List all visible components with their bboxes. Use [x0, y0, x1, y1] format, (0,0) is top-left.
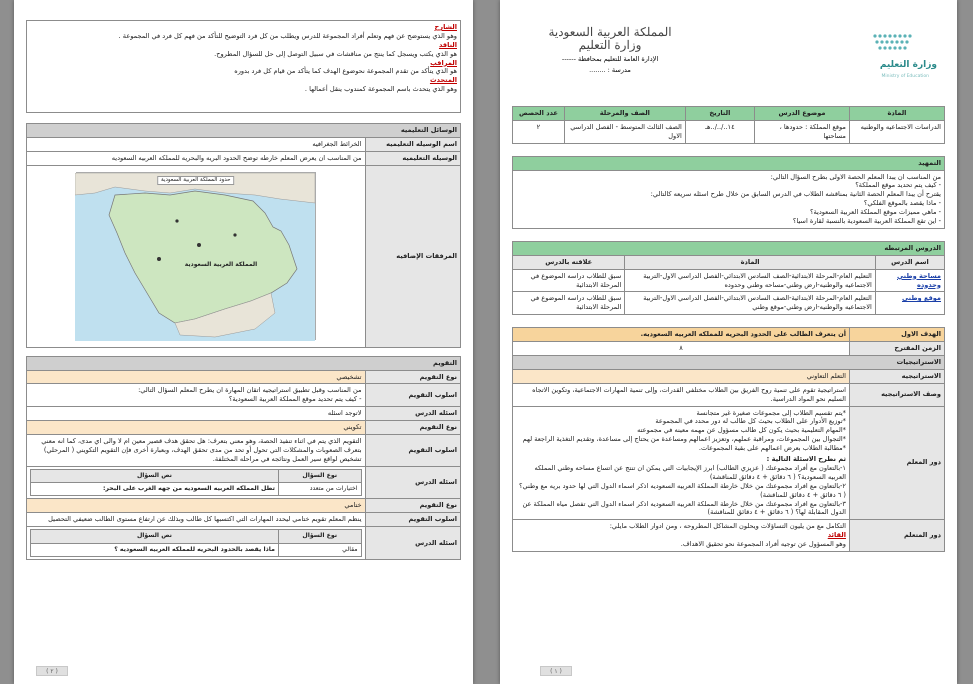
eval-type-label-3: نوع التقويم: [365, 499, 460, 513]
teacher-line-2: *توزيع الأدوار على الطلاب بحيث كل طالب له دور محدد في المجموعة: [655, 417, 846, 426]
teacher-line-3: *المهام التعليمية بحيث يكون كل طالب مسؤول عن مهمه معينه في مجموعته: [637, 426, 846, 435]
form-q-type-head: نوع السؤال: [278, 469, 361, 482]
page-2-content: [26, 20, 461, 560]
role-title-speaker: المتحدث: [429, 76, 457, 85]
ministry-name: وزارة التعليم: [578, 38, 642, 53]
page-number-2: ( ٢ ): [36, 666, 68, 676]
related-relation-2: سبق للطلاب دراسه الموضوع في المرحلة الابتدائية: [513, 292, 625, 315]
related-lessons-table: [512, 241, 945, 315]
final-q-type-head: نوع السؤال: [278, 530, 361, 543]
school-line: مدرسة : ........: [589, 66, 631, 75]
intro-line-2: - كيف يتم تحديد موقع المملكة؟: [855, 181, 941, 190]
eval-type-label-2: نوع التقويم: [365, 421, 460, 435]
form-q-text-head: نص السؤال: [31, 469, 279, 482]
info-grade: الصف الثالث المتوسط - الفصل الدراسي الاول: [564, 120, 685, 143]
document-page-1: [500, 0, 957, 684]
related-lesson-link-2[interactable]: موقع وطني: [901, 294, 941, 303]
role-body-critic: هو الذي يكتب ويسجل كما ينتج من مناقشات في سبيل التوصل إلى حل للسؤال المطروح.: [214, 49, 457, 58]
related-subject-2: التعليم العام-المرحلة الابتدائية-الصف السادس الابتدائي-الفصل الدراسي الاول-التربية الاجتماعيه والوطنيه-ارض وطني-موقع وطني: [625, 292, 876, 315]
saudi-map-image: [76, 172, 316, 340]
eval-style-label-1: اسلوب التقويم: [365, 384, 460, 407]
evaluation-table: [26, 356, 461, 560]
final-q-type: مقالي: [278, 543, 361, 556]
info-head-topic: موضوع الدرس: [754, 107, 849, 121]
table-row: [513, 269, 945, 292]
form-q-text: تطل المملكه العربيه السعوديه من جهه الغرب على البحر:: [31, 483, 279, 496]
role-body-explainer: وهو الذي يستوضح عن فهم وتعلم أفراد المجموعة للدرس ويطلب من كل فرد التوضيح للتأكد من فهم كل فرد في المجموعة .: [118, 31, 457, 40]
diag-style-line-2: - كيف يتم تحديد موقع المملكة العربية السعودية؟: [228, 395, 362, 404]
eval-style-label-3: اسلوب التقويم: [365, 513, 460, 527]
intro-header: التمهيد: [513, 156, 945, 170]
intro-line-5: - ماهي مميزات موقع المملكة العربية السعودية؟: [809, 208, 941, 217]
info-head-date: التاريخ: [685, 107, 754, 121]
media-label: الوسيله التعليميه: [365, 151, 460, 165]
eval-type-label-1: نوع التقويم: [365, 370, 460, 384]
strategies-header: الاستراتيجيات: [513, 356, 945, 370]
intro-line-4: - ماذا يقصد بالموقع الفلكي؟: [863, 199, 941, 208]
kingdom-name: المملكة العربية السعودية: [548, 25, 672, 39]
document-page-2: [14, 0, 473, 684]
related-header: الدروس المرتبطه: [513, 241, 945, 255]
info-sessions: ٢: [513, 120, 565, 143]
related-relation-1: سبق للطلاب دراسه الموضوع في المرحلة الابتدائية: [513, 269, 625, 292]
intro-table: [512, 156, 945, 229]
role-title-observer: المراقب: [430, 58, 457, 67]
final-q-text-head: نص السؤال: [31, 530, 279, 543]
media-header: الوسائل التعليميه: [27, 124, 461, 138]
learner-line-2: وهو المسؤول عن توجيه أفراد المجموعة نحو تحقيق الاهداف.: [680, 540, 846, 549]
final-questions-table: [30, 529, 362, 557]
eval-type-formative: تكويني: [27, 421, 366, 435]
diag-questions: لاتوجد اسئله: [27, 407, 366, 421]
strategy-label: الاستراتيجيه: [849, 369, 944, 383]
role-title-explainer: الشارح: [434, 23, 457, 31]
time-value: ٨: [513, 342, 850, 356]
eval-type-diagnostic: تشخيصي: [27, 370, 366, 384]
learner-role-label: دور المتعلم: [849, 520, 944, 552]
eval-type-final: ختامي: [27, 499, 366, 513]
related-col-relation: علاقته بالدرس: [513, 255, 625, 269]
diag-style-line-1: من المناسب وقبل تطبيق استراتيجيه اتقان المهارة ان يطرح المعلم السؤال التالي:: [138, 386, 362, 395]
goal-label: الهدف الاول: [849, 328, 944, 342]
saudi-map-graphic: [75, 173, 315, 341]
eval-questions-label-2: اسئله الدرس: [365, 466, 460, 499]
table-row: [513, 292, 945, 315]
moe-logo-icon: [871, 30, 917, 58]
media-value: من المناسب ان يعرض المعلم خارطه توضح الحدود البريه والبحريه للمملكه العربيه السعوديه: [27, 151, 366, 165]
moe-name-en: Ministry of Education: [881, 74, 929, 79]
info-head-subject: المادة: [849, 107, 944, 121]
teacher-line-5: *مطالبة الطلاب بعرض اعمالهم على بقية المجموعات.: [698, 444, 846, 453]
teacher-line-4: *التجوال بين المجموعات، ومراقبة عملهم، وتعزيز اعمالهم ومساعدة من يحتاج إلى مساعدة، وتقديم التغذية الراجعة لهم: [522, 435, 846, 444]
formative-style: التقويم الذي يتم في اثناء تنفيذ الحصة، وهو معني بتعرف: هل تحقق هدف قصير معين ام لا والى اي مدى، كما انه معني بتعرف الصعوبات والمشكلات التي تحول أو تحد من مدى تحقق الهدف، وبعبارة أخرى فإن التقويم التكويني ( المرحلي) تشخيص لواقع سير العمل ونتائجه في مراحله المختلفة.: [27, 435, 366, 467]
moe-name-ar: وزارة التعليم: [879, 60, 937, 70]
teacher-question-1: ١-بالتعاون مع أفراد مجموعتك ( عزيزي الطالب) ابرز الإيجابيات التي يمكن ان تنتج عن اتساع مساحه وطني المملكه العربيه السعودية؟ ( ٦ دقائق + ٤ دقائق للمناقشة): [534, 463, 846, 481]
eval-style-label-2: اسلوب التقويم: [365, 435, 460, 467]
eval-questions-label-3: اسئله الدرس: [365, 527, 460, 560]
role-body-speaker: وهو الذي يتحدث باسم المجموعة كمندوب ينقل أعمالها .: [304, 85, 457, 94]
teacher-line-1: *يتم تقسيم الطلاب إلى مجموعات صغيرة غير متجانسة: [696, 408, 846, 417]
strategy-value: التعلم التعاوني: [513, 369, 850, 383]
info-date: ١٤../../..هـ: [685, 120, 754, 143]
attachments-label: المرفقات الإضافيه: [365, 165, 460, 347]
evaluation-header: التقويم: [27, 356, 461, 370]
lesson-info-table: [512, 106, 945, 144]
goal-table: [512, 327, 945, 552]
time-label: الزمن المقترح: [849, 342, 944, 356]
media-table: [26, 123, 461, 348]
document-header: [525, 26, 695, 74]
teacher-question-2: ٢-بالتعاون مع افراد مجموعتك من خلال خارطة المملكة العربيه السعوديه اذكر اسماء الدول التي لها حدود بريه مع وطني؟ ( ٦ دقائق + ٤ دقائق للمناقشة): [519, 481, 846, 499]
directorate-line: الإدارة العامة للتعليم بمحافظة ------: [561, 55, 659, 64]
eval-questions-label-1: اسئله الدرس: [365, 407, 460, 421]
formative-questions-table: [30, 469, 362, 497]
moe-logo: [845, 30, 937, 84]
roles-box: [26, 20, 461, 113]
teacher-question-3: ٣-بالتعاون مع افراد مجموعتك من خلال خارطة المملكة العربيه السعوديه اذكر اسماء الدول التي تفصل مياه المملكة عن الدول المقابلة لها؟ ( ٦ دقائق + ٤ دقائق للمناقشة): [522, 499, 846, 517]
info-head-sessions: عدد الحصص: [513, 107, 565, 121]
strategy-desc-value: استراتيجية تقوم على تنمية روح الفريق بين الطلاب مختلفي القدرات، وإلى تنمية المهارات الاجتماعية، وتكوين الاتجاه السليم نحو المواد الدراسية.: [513, 383, 850, 406]
final-q-text: ماذا يقصد بالحدود البحريه للمملكه العربيه السعوديه ؟: [31, 543, 279, 556]
map-title: حدود المملكة العربية السعودية: [157, 176, 235, 185]
role-title-critic: الناقد: [438, 40, 457, 49]
map-country-label: المملكة العربية السعودية: [184, 260, 258, 268]
goal-value: أن يتعرف الطالب على الحدود البحريه للمملكه العربيه السعوديه.: [513, 328, 850, 342]
role-body-observer: هو الذي يتأكد من تقدم المجموعة نحوضوع الهدف كما يتأكد من قيام كل فرد بدوره: [234, 67, 457, 76]
info-head-grade: الصف والمرحلة: [564, 107, 685, 121]
teacher-sub-title: ثم نطرح الاسئلة التالية :: [766, 455, 846, 464]
form-q-type: اختيارات من متعدد: [278, 483, 361, 496]
page-1-content: [512, 106, 945, 552]
intro-line-6: - اين تقع المملكة العربية السعودية بالنسبة لقارة اسيا؟: [792, 217, 941, 226]
intro-line-3: يقترح أن يبدا المعلم الحصة الثانية بمناقشه الطلاب في الدرس السابق من خلال طرح اسئله سريعه كالتالي:: [650, 190, 941, 199]
page-number-1: ( ١ ): [540, 666, 572, 676]
info-subject: الدراسات الاجتماعيه والوطنيه: [849, 120, 944, 143]
media-name-label: اسم الوسيله التعليميه: [365, 137, 460, 151]
teacher-role-label: دور المعلم: [849, 406, 944, 520]
final-style: ينظم المعلم تقويم ختامي ليحدد المهارات التي اكتسبها كل طالب وبذلك عن ارتفاع مستوى الطالب ضعيفي التحصيل: [27, 513, 366, 527]
intro-line-1: من المناسب ان يبدا المعلم الحصة الاولى بطرح السؤال التالي:: [770, 172, 941, 181]
media-name-value: الخرائط الجغرافيه: [27, 137, 366, 151]
related-col-subject: المادة: [625, 255, 876, 269]
learner-line-1: التكامل مع من يليون التساؤلات ويحلون المشاكل المطروحه ، ومن ادوار الطلاب مايلي:: [609, 522, 846, 531]
related-lesson-link-1[interactable]: مساحة وطني وحدوده: [897, 271, 941, 289]
related-subject-1: التعليم العام-المرحلة الابتدائية-الصف السادس الابتدائي-الفصل الدراسي الاول-التربية الاجتماعيه والوطنيه-ارض وطني-مساحه وطني وحدوده: [625, 269, 876, 292]
strategy-desc-label: وصف الاستراتيجيه: [849, 383, 944, 406]
related-col-name: اسم الدرس: [875, 255, 944, 269]
learner-title: القائد: [827, 531, 846, 540]
info-topic: موقع المملكة : حدودها ، مساحتها: [754, 120, 849, 143]
